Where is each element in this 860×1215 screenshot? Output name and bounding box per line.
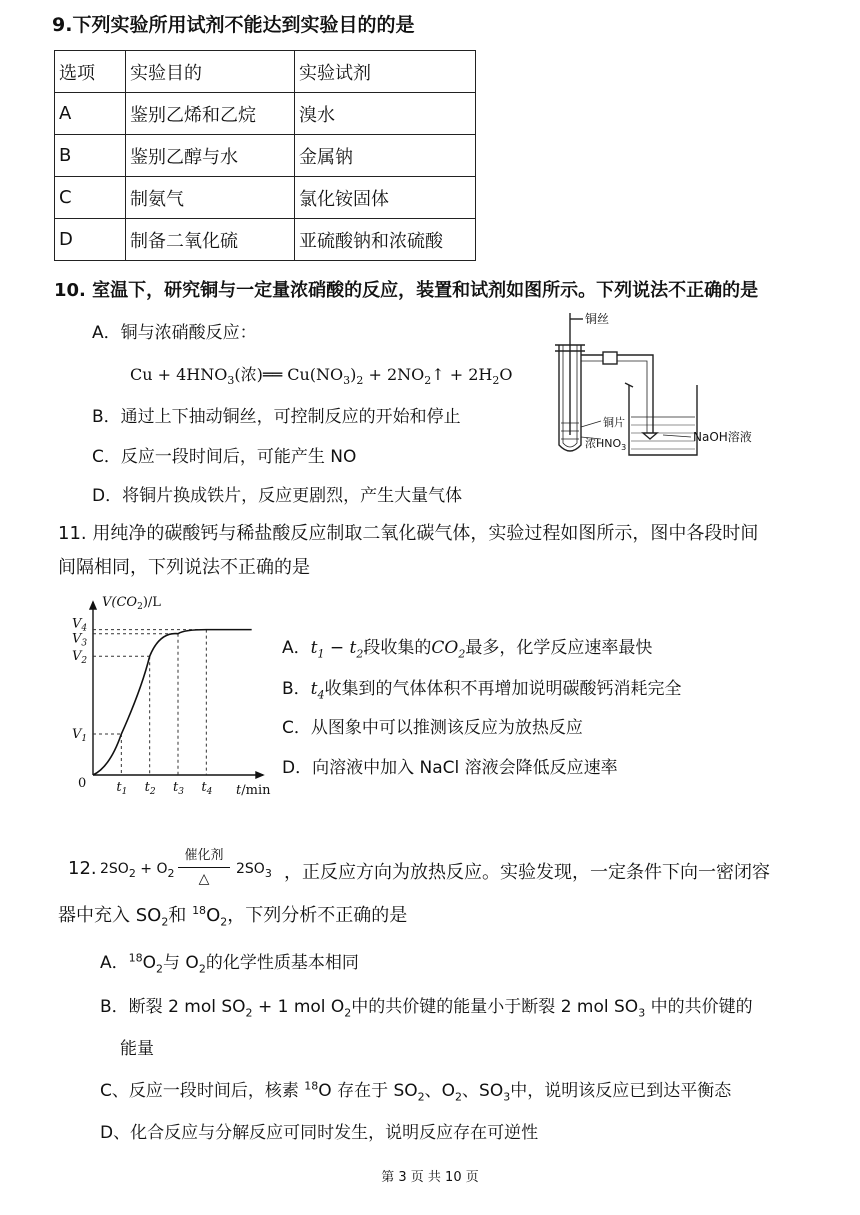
beaker [629, 385, 697, 455]
y-axis-label: $V(CO_2)/L$ [102, 595, 161, 612]
table-cell: 亚硫酸钠和浓硫酸 [295, 219, 476, 261]
y-tick-label: $V_1$ [72, 727, 88, 745]
question-9-title [52, 10, 414, 37]
y-tick-label: $V_4$ [72, 616, 88, 634]
question-11-option-b: B．$t_4$收集到的气体体积不再增加说明碳酸钙消耗完全 [282, 679, 682, 702]
x-tick-label: $t_2$ [144, 780, 156, 797]
table-cell: D [55, 219, 126, 261]
y-tick-label: $V_3$ [72, 631, 88, 649]
x-axis-arrow [256, 772, 263, 778]
y-tick-label: $V_2$ [72, 649, 88, 667]
label-nitric-acid: 浓$HNO_3$ [585, 437, 627, 452]
table-cell: 金属钠 [295, 135, 476, 177]
question-12-product: $2SO_3$ [236, 861, 272, 880]
question-11-option-d: D．向溶液中加入 NaCl 溶液会降低反应速率 [282, 758, 618, 778]
table-cell: 氯化铵固体 [295, 177, 476, 219]
x-tick-label: $t_3$ [173, 780, 184, 797]
question-11-line-2: 间隔相同，下列说法不正确的是 [58, 557, 310, 578]
question-11-option-c: C．从图象中可以推测该反应为放热反应 [282, 718, 583, 738]
table-cell: 鉴别乙醇与水 [126, 135, 295, 177]
series-line [93, 630, 252, 775]
table-row [55, 177, 476, 219]
x-axis-label: t/min [236, 783, 271, 798]
table-cell: B [55, 135, 126, 177]
heat-symbol: △ [198, 871, 210, 887]
question-9-number: 9. [52, 14, 73, 36]
apparatus-diagram [545, 305, 795, 465]
question-12-option-b-continued: 能量 [120, 1039, 154, 1059]
table-row [55, 219, 476, 261]
table-cell: 制备二氧化硫 [126, 219, 295, 261]
table-cell: A [55, 93, 126, 135]
table-cell: 制氨气 [126, 177, 295, 219]
question-10-option-c: C．反应一段时间后，可能产生 NO [92, 447, 357, 467]
table-row [55, 135, 476, 177]
table-cell: 鉴别乙烯和乙烷 [126, 93, 295, 135]
label-copper-piece: 铜片 [603, 416, 625, 429]
question-12-text: ，正反应方向为放热反应。实验发现，一定条件下向一密闭容 [284, 862, 770, 883]
question-12-option-d: D、化合反应与分解反应可同时发生，说明反应存在可逆性 [100, 1123, 539, 1143]
x-tick-label: $t_4$ [201, 780, 213, 797]
question-12-option-c: C、反应一段时间后，核素 $^{18}$O 存在于 $SO_2$、$O_2$、$SO_3$中，说明该反应已到达平衡态 [100, 1079, 732, 1104]
question-12-option-a: A．$^{18}O_2$与 $O_2$的化学性质基本相同 [100, 951, 359, 976]
question-12-equation: $2SO_2 + O_2$ [100, 861, 175, 880]
catalyst-label: 催化剂 [184, 848, 224, 863]
y-axis-arrow [90, 602, 96, 609]
question-10-option-d: D．将铜片换成铁片，反应更剧烈，产生大量气体 [92, 486, 463, 506]
question-9-text: 下列实验所用试剂不能达到实验目的的是 [72, 14, 415, 36]
table-cell: C [55, 177, 126, 219]
question-12-number: 12. [68, 858, 97, 879]
reaction-arrow [178, 867, 230, 868]
question-10-text: 10. 室温下，研究铜与一定量浓硝酸的反应，装置和试剂如图所示。下列说法不正确的是 [54, 280, 759, 301]
question-12-option-b: B．断裂 2 mol $SO_2 + 1$ mol $O_2$中的共价键的能量小于断裂 2 mol $SO_3$ 中的共价键的 [100, 997, 753, 1020]
page-footer: 第 3 页 共 10 页 [381, 1170, 479, 1185]
table-header-row [55, 51, 476, 93]
question-10-option-b: B．通过上下抽动铜丝，可控制反应的开始和停止 [92, 407, 461, 427]
table-header-cell: 实验试剂 [295, 51, 476, 93]
x-tick-label: $t_1$ [116, 780, 128, 797]
table-header-cell: 选项 [55, 51, 126, 93]
table-header-cell: 实验目的 [126, 51, 295, 93]
label-naoh-solution: NaOH溶液 [693, 430, 752, 444]
co2-volume-chart [58, 590, 278, 805]
question-11-option-a: A．$t_1 - t_2$段收集的$CO_2$最多，化学反应速率最快 [282, 638, 653, 661]
table-row [55, 93, 476, 135]
question-11-line-1: 11. 用纯净的碳酸钙与稀盐酸反应制取二氧化碳气体，实验过程如图所示，图中各段时间 [58, 523, 759, 544]
question-10-option-a: A．铜与浓硝酸反应： [92, 323, 257, 343]
experiment-table [54, 50, 476, 261]
label-copper-wire: 铜丝 [585, 312, 610, 326]
table-cell: 溴水 [295, 93, 476, 135]
question-12-line-2: 器中充入 $SO_2$和 $^{18}O_2$，下列分析不正确的是 [58, 904, 408, 929]
question-10-equation: $Cu + 4HNO_3$(浓)══ $Cu(NO_3)_2$ + $2NO_2↑ + 2H_2O$ [130, 365, 513, 388]
origin-label: 0 [78, 776, 87, 791]
